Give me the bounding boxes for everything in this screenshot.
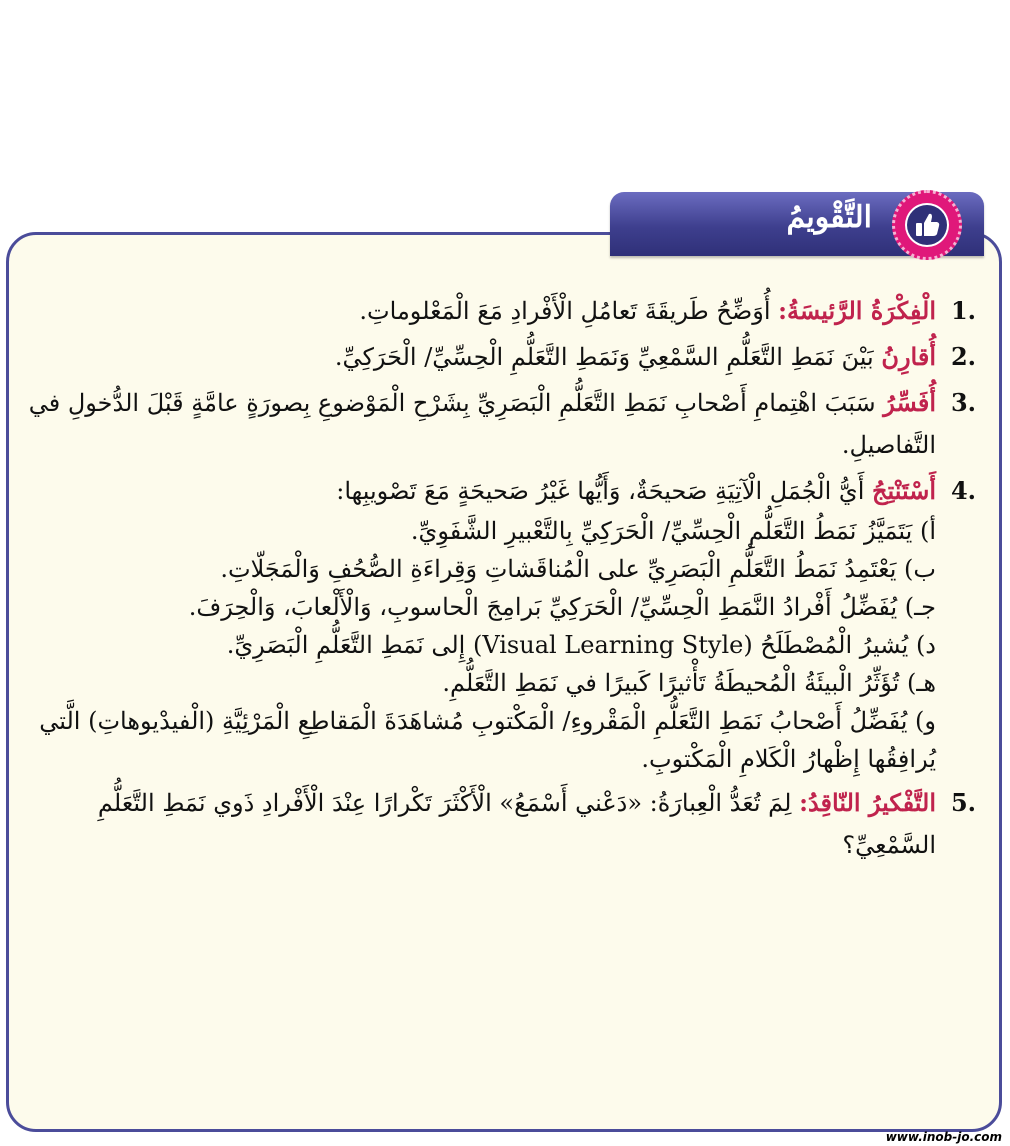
- question-5: [26, 782, 976, 866]
- question-text: بَيْنَ نَمَطِ التَّعَلُّمِ السَّمْعِيِّ وَنَمَطِ التَّعَلُّمِ الْحِسِّيِّ/ الْحَرَكِيِّ.: [334, 343, 882, 371]
- subitem-b: ب) يَعْتَمِدُ نَمَطُ التَّعَلُّمِ الْبَصَرِيِّ على الْمُناقَشاتِ وَقِراءَةِ الصُّحُفِ وَالْمَجَلّاتِ.: [220, 555, 936, 583]
- question-number: 5.: [950, 788, 976, 817]
- subitem-a: أ) يَتَمَيَّزُ نَمَطُ التَّعَلُّمِ الْحِسِّيِّ/ الْحَرَكِيِّ بِالتَّعْبيرِ الشَّفَوِيِّ.: [410, 517, 936, 545]
- question-4: [26, 470, 976, 778]
- subitem-e: هـ) تُؤَثِّرُ الْبيئَةُ الْمُحيطَةُ تَأْثيرًا كَبيرًا في نَمَطِ التَّعَلُّمِ.: [442, 669, 936, 697]
- question-list: [26, 290, 976, 866]
- subitem-d-after: ) إِلى نَمَطِ التَّعَلُّمِ الْبَصَرِيِّ.: [226, 631, 483, 659]
- subitem-c: جـ) يُفَضِّلُ أَفْرادُ النَّمَطِ الْحِسِّيِّ/ الْحَرَكِيِّ بَرامِجَ الْحاسوبِ، وَالْأَلْعابَ، وَالْحِرَفَ.: [188, 593, 936, 621]
- subitem-f: و) يُفَضِّلُ أَصْحابُ نَمَطِ التَّعَلُّمِ الْمَقْروءِ/ الْمَكْتوبِ مُشاهَدَةَ الْمَقاطِعِ الْمَرْئِيَّةِ (الْفيدْيوهاتِ) الَّتي يُرافِقُها إِظْهارُ الْكَلامِ الْمَكْتوبِ.: [39, 707, 936, 773]
- question-label: أُقارِنُ: [881, 342, 936, 371]
- question-number: 4.: [950, 476, 976, 505]
- subitem-d-before: د) يُشيرُ الْمُصْطَلَحُ (: [743, 631, 936, 659]
- subitem-d-term: Visual Learning Style: [482, 631, 744, 659]
- section-title: التَّقْويمُ: [786, 200, 872, 235]
- question-number: 3.: [950, 388, 976, 417]
- subitem-d: [26, 626, 936, 664]
- question-label: أُفَسِّرُ: [883, 388, 936, 417]
- question-label: أَسْتَنْتِجُ: [872, 476, 936, 505]
- website-footer: www.inob-jo.com: [885, 1130, 1002, 1144]
- question-text: سَبَبَ اهْتِمامِ أَصْحابِ نَمَطِ التَّعَلُّمِ الْبَصَرِيِّ بِشَرْحِ الْمَوْضوعِ بِصورَةٍ عامَّةٍ قَبْلَ الدُّخولِ في التَّفاصيلِ.: [28, 389, 936, 459]
- question-2: [26, 336, 976, 378]
- question-number: 2.: [950, 342, 976, 371]
- section-badge: [892, 190, 962, 260]
- question-1: [26, 290, 976, 332]
- question-text: أُوَضِّحُ طَريقَةَ تَعامُلِ الْأَفْرادِ مَعَ الْمَعْلوماتِ.: [359, 297, 779, 325]
- question-number: 1.: [950, 296, 976, 325]
- question-3: [26, 382, 976, 466]
- question-label: الْفِكْرَةُ الرَّئيسَةُ:: [778, 296, 936, 325]
- question-label: التَّفْكيرُ النّاقِدُ:: [799, 788, 936, 817]
- question-text: لِمَ تُعَدُّ الْعِبارَةُ: «دَعْني أَسْمَعُ» الْأَكْثَرَ تَكْرارًا عِنْدَ الْأَفْرادِ ذَوي نَمَطِ التَّعَلُّمِ السَّمْعِيِّ؟: [97, 789, 936, 859]
- thumbs-up-icon: [905, 203, 949, 247]
- question-text: أَيُّ الْجُمَلِ الْآتِيَةِ صَحيحَةٌ، وَأَيُّها غَيْرُ صَحيحَةٍ مَعَ تَصْويبِها:: [336, 477, 872, 505]
